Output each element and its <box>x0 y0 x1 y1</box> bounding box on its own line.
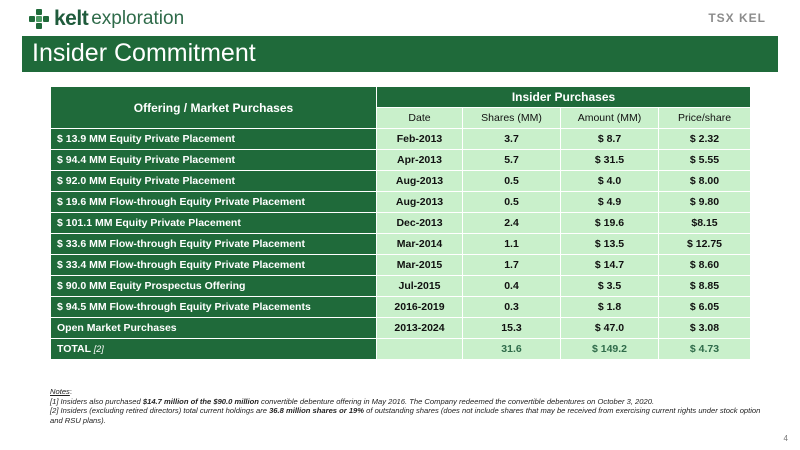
row-label: $ 101.1 MM Equity Private Placement <box>51 213 377 234</box>
table-row <box>51 297 751 318</box>
row-price: $ 8.00 <box>659 171 751 192</box>
row-date: Jul-2015 <box>377 276 463 297</box>
date-column-header: Date <box>377 108 463 129</box>
total-label: TOTAL <box>57 343 91 355</box>
footnote-1-text-bold: $14.7 million of the $90.0 million <box>142 396 259 406</box>
total-footnote-ref: [2] <box>93 344 104 354</box>
row-date: Dec-2013 <box>377 213 463 234</box>
row-shares: 15.3 <box>463 318 561 339</box>
shares-column-header: Shares (MM) <box>463 108 561 129</box>
footnote-1-text-a: [1] Insiders also purchased <box>50 396 143 406</box>
total-date-empty <box>377 339 463 360</box>
row-price: $ 6.05 <box>659 297 751 318</box>
footnote-2-text-bold: 36.8 million shares or 19% <box>269 406 365 416</box>
logo-text-bold: kelt <box>54 7 89 30</box>
row-date: Apr-2013 <box>377 150 463 171</box>
row-date: Aug-2013 <box>377 192 463 213</box>
row-shares: 1.1 <box>463 234 561 255</box>
company-logo <box>28 6 184 32</box>
row-amount: $ 1.8 <box>561 297 659 318</box>
kelt-leaf-icon <box>28 8 50 30</box>
row-shares: 3.7 <box>463 129 561 150</box>
footnote-1 <box>50 397 770 407</box>
table-row <box>51 129 751 150</box>
row-price: $ 9.80 <box>659 192 751 213</box>
row-amount: $ 4.0 <box>561 171 659 192</box>
row-shares: 2.4 <box>463 213 561 234</box>
row-date: 2013-2024 <box>377 318 463 339</box>
table-row <box>51 318 751 339</box>
row-amount: $ 3.5 <box>561 276 659 297</box>
row-label: $ 19.6 MM Flow-through Equity Private Placement <box>51 192 377 213</box>
footnote-2-text-a: [2] Insiders (excluding retired directors) total current holdings are <box>50 406 270 416</box>
row-price: $ 2.32 <box>659 129 751 150</box>
row-label: $ 94.5 MM Flow-through Equity Private Placements <box>51 297 377 318</box>
page-title: Insider Commitment <box>32 39 256 67</box>
row-amount: $ 14.7 <box>561 255 659 276</box>
row-label: $ 92.0 MM Equity Private Placement <box>51 171 377 192</box>
insider-purchases-header: Insider Purchases <box>377 87 751 108</box>
notes-colon: : <box>69 387 72 396</box>
footnote-2-text-c: of outstanding shares (does not include shares that may be received from exercising current rights under stock option and RSU plans). <box>50 406 761 425</box>
table-row <box>51 234 751 255</box>
row-price: $8.15 <box>659 213 751 234</box>
row-shares: 0.5 <box>463 192 561 213</box>
table-row <box>51 171 751 192</box>
row-price: $ 8.85 <box>659 276 751 297</box>
price-column-header: Price/share <box>659 108 751 129</box>
row-label: $ 33.4 MM Flow-through Equity Private Placement <box>51 255 377 276</box>
row-amount: $ 4.9 <box>561 192 659 213</box>
total-amount: $ 149.2 <box>561 339 659 360</box>
total-label-cell <box>51 339 377 360</box>
table-row <box>51 255 751 276</box>
row-date: 2016-2019 <box>377 297 463 318</box>
row-price: $ 5.55 <box>659 150 751 171</box>
row-label: $ 13.9 MM Equity Private Placement <box>51 129 377 150</box>
offering-column-header: Offering / Market Purchases <box>51 87 377 129</box>
row-label: $ 94.4 MM Equity Private Placement <box>51 150 377 171</box>
page-number: 4 <box>783 434 788 443</box>
row-shares: 0.3 <box>463 297 561 318</box>
row-shares: 0.5 <box>463 171 561 192</box>
total-row <box>51 339 751 360</box>
footnote-1-text-c: convertible debenture offering in May 2016. The Company redeemed the convertible debentures on October 3, 2020. <box>258 396 655 406</box>
row-amount: $ 31.5 <box>561 150 659 171</box>
logo-text-light: exploration <box>91 8 185 29</box>
row-amount: $ 47.0 <box>561 318 659 339</box>
insider-purchases-table <box>50 86 751 360</box>
row-shares: 5.7 <box>463 150 561 171</box>
row-amount: $ 19.6 <box>561 213 659 234</box>
row-price: $ 3.08 <box>659 318 751 339</box>
table-row <box>51 150 751 171</box>
stock-ticker: TSX KEL <box>708 11 766 25</box>
row-date: Aug-2013 <box>377 171 463 192</box>
table-row <box>51 213 751 234</box>
row-label: Open Market Purchases <box>51 318 377 339</box>
row-shares: 1.7 <box>463 255 561 276</box>
row-date: Mar-2015 <box>377 255 463 276</box>
row-label: $ 90.0 MM Equity Prospectus Offering <box>51 276 377 297</box>
amount-column-header: Amount (MM) <box>561 108 659 129</box>
table-row <box>51 192 751 213</box>
notes-heading: Notes <box>50 387 70 396</box>
row-price: $ 12.75 <box>659 234 751 255</box>
row-label: $ 33.6 MM Flow-through Equity Private Placement <box>51 234 377 255</box>
row-price: $ 8.60 <box>659 255 751 276</box>
footnote-2 <box>50 406 770 425</box>
title-bar <box>22 36 778 72</box>
footnotes <box>50 387 770 425</box>
table-row <box>51 276 751 297</box>
row-amount: $ 13.5 <box>561 234 659 255</box>
row-date: Mar-2014 <box>377 234 463 255</box>
row-shares: 0.4 <box>463 276 561 297</box>
total-price: $ 4.73 <box>659 339 751 360</box>
row-date: Feb-2013 <box>377 129 463 150</box>
total-shares: 31.6 <box>463 339 561 360</box>
row-amount: $ 8.7 <box>561 129 659 150</box>
